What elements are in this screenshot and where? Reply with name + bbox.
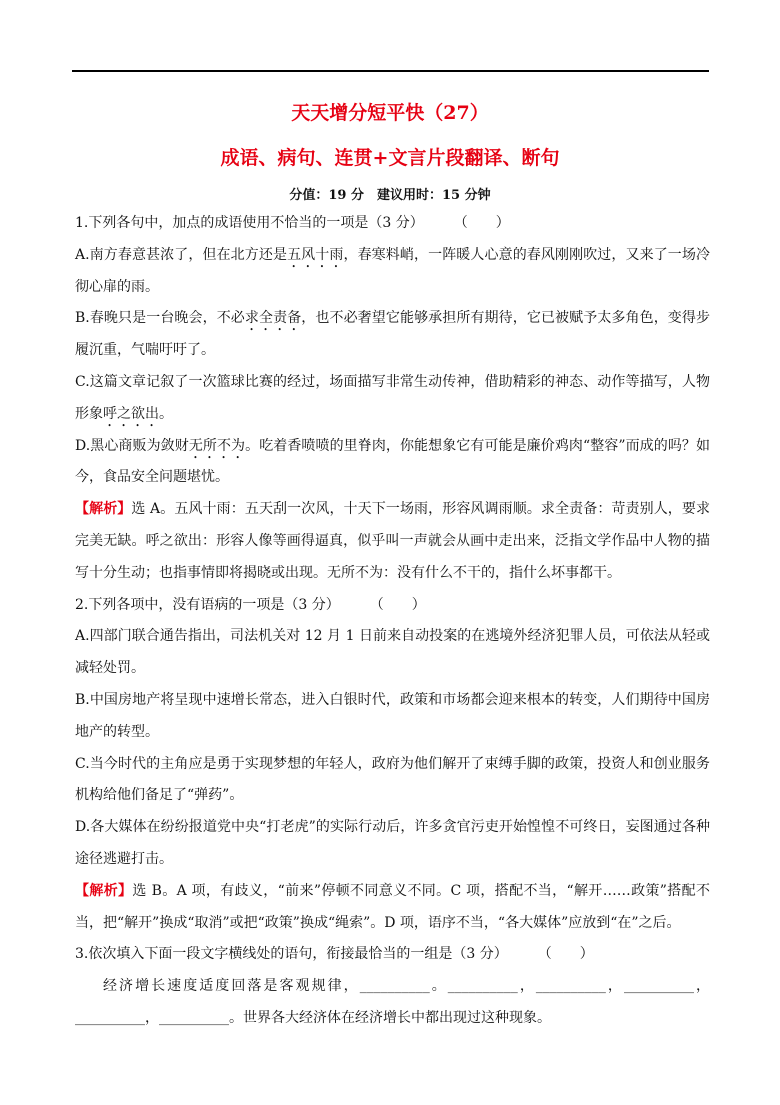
option-text: B.春晚只是一台晚会，不必: [75, 310, 245, 327]
page-subtitle: 成语、病句、连贯+文言片段翻译、断句: [220, 147, 560, 169]
question-1-text: 1.下列各句中，加点的成语使用不恰当的一项是（3 分）: [75, 215, 424, 231]
option-text: D.黑心商贩为敛财: [75, 437, 189, 454]
dotted-idiom: 呼之欲出: [103, 405, 159, 422]
question-2-option-c: C.当今时代的主角应是勇于实现梦想的年轻人，政府为他们解开了束缚手脚的政策，投资人和创业服务机构给他们备足了“弹药”。: [75, 755, 710, 804]
dotted-idiom: 五风十雨: [287, 246, 344, 263]
top-rule: [72, 70, 709, 72]
question-2-text: 2.下列各项中，没有语病的一项是（3 分）: [75, 596, 340, 613]
question-content: [75, 208, 710, 1035]
question-1-option-b: [75, 303, 710, 367]
question-3-stem: [75, 939, 710, 971]
question-2-option-d: D.各大媒体在纷纷报道党中央“打老虎”的实际行动后，许多贪官污吏开始惶惶不可终日，妄图通过各种途径逃避打击。: [75, 819, 710, 867]
question-1-option-c: [75, 367, 710, 431]
question-1-option-d: [75, 431, 710, 495]
dotted-idiom: 无所不为: [188, 437, 246, 454]
question-1-stem: [75, 208, 710, 240]
answer-paren: （ ）: [453, 215, 510, 231]
question-1-option-a: [75, 240, 710, 304]
score-time-info: 分值：19 分 建议用时：15 分钟: [289, 188, 491, 203]
option-text: A.南方春意甚浓了，但在北方还是: [75, 246, 288, 263]
option-text: ，也不必奢望它能够承担所有期待，它已被赋予太多角色，变得步履沉重，气喘吁吁了。: [75, 310, 710, 359]
analysis-tag: 【解析】: [75, 882, 133, 899]
dotted-idiom: 求全责备: [244, 310, 302, 327]
option-text: ，春寒料峭，一阵暖人心意的春风刚刚吹过，又来了一场冷彻心扉的雨。: [75, 246, 711, 295]
question-2-analysis: [75, 876, 710, 940]
question-3-passage: 经济增长速度适度回落是客观规律，__________。__________，__________，__________，__________，__________。世界各大经济体在经济增长中都出现过这种现象。: [75, 978, 710, 1026]
option-text: C.这篇文章记叙了一次篮球比赛的经过，场面描写非常生动传神，借助精彩的神态、动作等描写，人物形象: [75, 373, 710, 422]
answer-paren: （ ）: [369, 596, 426, 613]
answer-paren: （ ）: [537, 946, 594, 963]
question-2-option-a: A.四部门联合通告指出，司法机关对 12 月 1 日前来自动投案的在逃境外经济犯罪人员，可依法从轻或减轻处罚。: [75, 628, 710, 677]
analysis-text: 选 B。A 项，有歧义，“前来”停顿不同意义不同。C 项，搭配不当，“解开……政策”搭配不当，把“解开”换成“取消”或把“政策”换成“绳索”。D 项，语序不当，“各大媒体”应放到“在”之后。: [75, 882, 711, 931]
question-2-option-b: B.中国房地产将呈现中速增长常态，进入白银时代，政策和市场都会迎来根本的转变，人们期待中国房地产的转型。: [75, 691, 710, 740]
page-title: 天天增分短平快（27）: [291, 102, 489, 124]
question-3-text: 3.依次填入下面一段文字横线处的语句，衔接最恰当的一组是（3 分）: [75, 946, 508, 963]
option-text: 。吃着香喷喷的里脊肉，你能想象它有可能是廉价鸡肉“整容”而成的吗？如今，食品安全问题堪忧。: [75, 437, 711, 486]
analysis-tag: 【解析】: [75, 501, 132, 518]
analysis-text: 选 A。五风十雨：五天刮一次风，十天下一场雨，形容风调雨顺。求全责备：苛责别人，要求完美无缺。呼之欲出：形容人像等画得逼真，似乎叫一声就会从画中走出来，泛指文学作品中人物的描写十分生动；也指事情即将揭晓或出现。无所不为：没有什么不干的，指什么坏事都干。: [75, 501, 711, 581]
option-text: 。: [159, 405, 173, 422]
question-2-stem: [75, 590, 710, 622]
question-1-analysis: [75, 494, 710, 589]
